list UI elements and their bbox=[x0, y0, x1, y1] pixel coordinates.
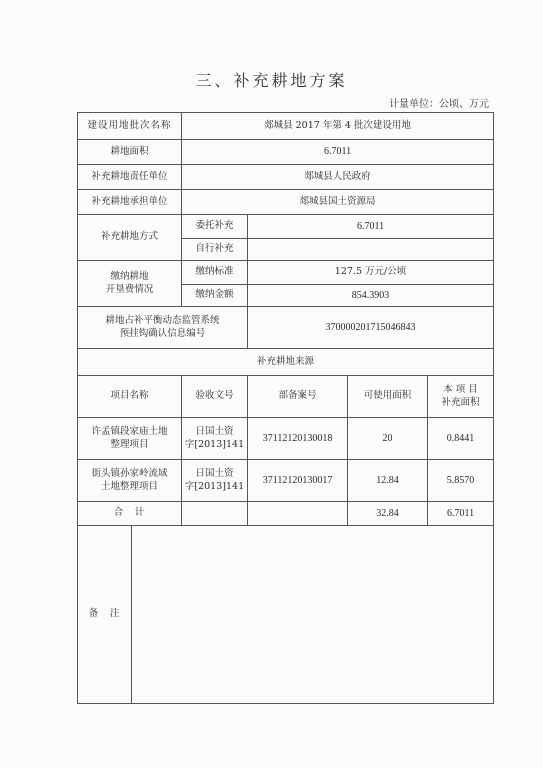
resp-row bbox=[78, 165, 494, 190]
project-row bbox=[78, 460, 494, 502]
undertake-value: 郯城县国土资源局 bbox=[182, 190, 494, 215]
project-name-line-1: 街头镇孙家岭流域 bbox=[91, 467, 168, 479]
std-label: 缴纳标准 bbox=[182, 261, 248, 285]
batch-row bbox=[78, 113, 494, 140]
method-label: 补充耕地方式 bbox=[78, 215, 182, 261]
remarks-value bbox=[132, 526, 494, 704]
undertake-label: 补充耕地承担单位 bbox=[78, 190, 182, 215]
project-accept-line-1: 日国土资 bbox=[195, 467, 234, 479]
project-name-line-1: 许孟镇段家庙土地 bbox=[91, 425, 168, 437]
fee-label-line-1: 缴纳耕地 bbox=[110, 270, 149, 282]
monitor-row bbox=[78, 307, 494, 349]
std-value: 127.5 万元/公顷 bbox=[248, 261, 494, 285]
col-area-header-line-1: 本 项 目 bbox=[443, 383, 478, 395]
remarks-row bbox=[78, 526, 494, 704]
entrust-row bbox=[78, 215, 494, 239]
resp-value: 郯城县人民政府 bbox=[182, 165, 494, 190]
self-label: 自行补充 bbox=[182, 239, 248, 261]
col-area-header-line-2: 补充面积 bbox=[441, 396, 480, 408]
fee-label-line-2: 开垦费情况 bbox=[105, 283, 154, 295]
source-title-row bbox=[78, 349, 494, 376]
page-title: 三、补充耕地方案 bbox=[195, 71, 348, 90]
monitor-label bbox=[78, 307, 248, 349]
col-name-header: 项目名称 bbox=[78, 376, 182, 418]
total-row bbox=[78, 502, 494, 526]
project-area: 0.8441 bbox=[428, 418, 494, 460]
fee-label bbox=[78, 261, 182, 307]
project-accept bbox=[182, 418, 248, 460]
supplement-plan-table bbox=[77, 112, 494, 704]
project-row bbox=[78, 418, 494, 460]
amt-value: 854.3903 bbox=[248, 285, 494, 307]
std-row bbox=[78, 261, 494, 285]
batch-label: 建设用地批次名称 bbox=[78, 113, 182, 140]
area-value: 6.7011 bbox=[182, 140, 494, 165]
total-area: 6.7011 bbox=[428, 502, 494, 526]
undertake-row bbox=[78, 190, 494, 215]
area-row bbox=[78, 140, 494, 165]
project-accept-line-1: 日国土资 bbox=[195, 425, 234, 437]
entrust-label: 委托补充 bbox=[182, 215, 248, 239]
monitor-label-line-2: 预挂钩确认信息编号 bbox=[119, 327, 206, 339]
source-title: 补充耕地来源 bbox=[78, 349, 494, 376]
source-header-row bbox=[78, 376, 494, 418]
project-name-line-2: 土地整理项目 bbox=[101, 480, 159, 492]
project-usable: 12.84 bbox=[348, 460, 428, 502]
unit-note: 计量单位：公顷、万元 bbox=[389, 99, 489, 110]
col-area-header bbox=[428, 376, 494, 418]
project-accept bbox=[182, 460, 248, 502]
project-accept-line-2: 字[2013]141 bbox=[184, 438, 245, 450]
amt-label: 缴纳金额 bbox=[182, 285, 248, 307]
total-label: 合 计 bbox=[78, 502, 182, 526]
project-record: 37112120130018 bbox=[248, 418, 348, 460]
project-accept-line-2: 字[2013]141 bbox=[184, 480, 245, 492]
project-name bbox=[78, 418, 182, 460]
col-usable-header: 可使用面积 bbox=[348, 376, 428, 418]
project-name-line-2: 整理项目 bbox=[110, 438, 149, 450]
remarks-label: 备 注 bbox=[78, 526, 132, 704]
col-accept-header: 验收文号 bbox=[182, 376, 248, 418]
project-usable: 20 bbox=[348, 418, 428, 460]
area-label: 耕地面积 bbox=[78, 140, 182, 165]
batch-value: 郯城县 2017 年第 4 批次建设用地 bbox=[182, 113, 494, 140]
total-record-empty bbox=[248, 502, 348, 526]
monitor-label-line-1: 耕地占补平衡动态监管系统 bbox=[105, 314, 220, 326]
project-area: 5.8570 bbox=[428, 460, 494, 502]
entrust-value: 6.7011 bbox=[248, 215, 494, 239]
total-usable: 32.84 bbox=[348, 502, 428, 526]
self-value bbox=[248, 239, 494, 261]
project-record: 37112120130017 bbox=[248, 460, 348, 502]
project-name bbox=[78, 460, 182, 502]
monitor-value: 370000201715046843 bbox=[248, 307, 494, 349]
total-accept-empty bbox=[182, 502, 248, 526]
resp-label: 补充耕地责任单位 bbox=[78, 165, 182, 190]
col-record-header: 部备案号 bbox=[248, 376, 348, 418]
